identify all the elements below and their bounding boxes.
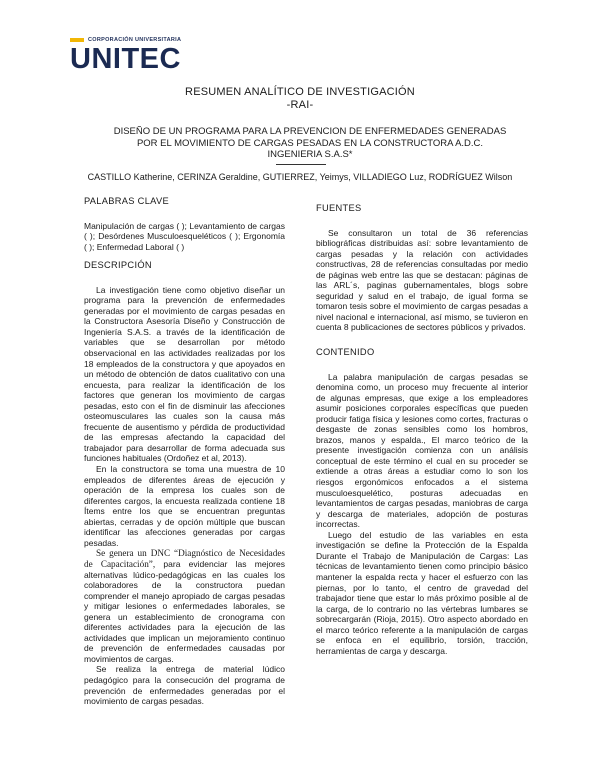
sources-heading: FUENTES bbox=[316, 203, 362, 213]
document-title: RESUMEN ANALÍTICO DE INVESTIGACIÓN bbox=[185, 86, 415, 98]
keywords-heading: PALABRAS CLAVE bbox=[84, 196, 169, 206]
document-subtitle: -RAI- bbox=[286, 99, 314, 111]
description-paragraph-4: Se realiza la entrega de material lúdico pedagógico para la consecución del programa de prevención de enfermedades generadas por el movimiento de cargas pesadas. bbox=[84, 664, 285, 707]
keywords-text: Manipulación de cargas ( ); Levantamiento de cargas ( ); Desórdenes Musculoesqueléticos ( ); Ergonomía ( ); Enfermedad Laboral ( ) bbox=[84, 220, 285, 252]
content-paragraph-2: Luego del estudio de las variables en esta investigación se define la Protección de la Espalda Durante el Trabajo de Manipulación de Cargas: Las técnicas de levantamiento tienen como principio básico mantener la espalda recta y hacer el esfuerzo con las piernas, por lo tanto, el centro de gravedad del trabajador tiene que estar lo más próximo posible al de la carga, de lo contrario no las vértebras lumbares se sobrecargarán (Rioja, 2015). Otro aspecto abordado en el marco teórico referente a la manipulación de cargas se enfoca en el equilibrio, torsión, tracción, herramientas de carga y descarga. bbox=[316, 529, 528, 656]
right-column bbox=[316, 203, 528, 656]
title-divider bbox=[276, 164, 326, 165]
content-heading: CONTENIDO bbox=[316, 347, 375, 358]
logo-institution-label: CORPORACIÓN UNIVERSITARIA bbox=[88, 37, 182, 43]
unitec-logo bbox=[70, 36, 190, 74]
dnc-phrase: Se genera un DNC “Diagnóstico de Necesidades de Capacitación”, bbox=[84, 548, 285, 569]
description-paragraph-3 bbox=[84, 548, 285, 664]
authors-line: CASTILLO Katherine, CERINZA Geraldine, GUTIERREZ, Yeimys, VILLADIEGO Luz, RODRÍGUEZ Wilson bbox=[87, 172, 513, 182]
logo-accent-bar bbox=[70, 38, 84, 42]
description-paragraph-3-rest: para evidenciar las mejores alternativas lúdico-pedagógicas en las cuales los colaboradores de la constructora puedan comprender el manejo apropiado de cargas pesadas y mitigar lesiones o enfermedades laborales, se genera un establecimiento de cronograma con diferentes actividades para la ejecución de las actividades que implican un mejoramiento continuo de prevención de enfermedades causadas por movimientos de cargas. bbox=[84, 558, 285, 664]
sources-paragraph: Se consultaron un total de 36 referencias bibliográficas distribuidas así: sobre levantamiento de cargas pesadas y la relación con actividades constructivas, 28 de referencias consultadas por medio de páginas web entre las que se destacan: páginas de las ARL´s, paginas gubernamentales, blogs sobre seguridad y salud en el trabajo, de igual forma se tomaron tesis sobre el movimiento de cargas pesadas a nivel nacional e internacional, así mismo, se tuvieron en cuenta 8 publicaciones de sectores públicos y privados. bbox=[316, 227, 528, 333]
content-paragraph-1: La palabra manipulación de cargas pesadas se denomina como, un proceso muy frecuente al interior de algunas empresas, que exige a los empleadores asumir posiciones corporales específicas que pueden producir fatiga física y lesiones como cortes, fracturas o desgaste de zonas sensibles como los hombros, brazos, manos y espalda., El marco teórico de la presente investigación comienza con un análisis conceptual de este término el cual en su proceder se extiende a otras áreas a estudiar como lo son los riesgos ergonómicos enfocados a el sistema musculoesquelético, posturas adecuadas en levantamientos de cargas pesadas, maniobras de carga y descarga de materiales, adopción de posturas incorrectas. bbox=[316, 371, 528, 530]
logo-wordmark: UNITEC bbox=[70, 43, 181, 75]
description-heading: DESCRIPCIÓN bbox=[84, 260, 152, 271]
project-title: DISEÑO DE UN PROGRAMA PARA LA PREVENCION DE ENFERMEDADES GENERADAS POR EL MOVIMIENTO DE CARGAS PESADAS EN LA CONSTRUCTORA A.D.C. INGENIERIA S.A.S* bbox=[113, 126, 507, 160]
description-paragraph-2: En la constructora se toma una muestra de 10 empleados de diferentes áreas de ejecución y operación de la empresa los cuales son de diferentes cargos, la encuesta realizada contiene 18 Ítems entre los que se encuentran preguntas abiertas, cerradas y de opción múltiple que buscan identificar las afecciones generadas por cargas pesadas. bbox=[84, 464, 285, 548]
description-paragraph-1: La investigación tiene como objetivo diseñar un programa para la prevención de enfermedades generadas por el movimiento de cargas pesadas en la Constructora Asesoría Diseño y Construcción de Ingeniería S.A.S. a través de la identificación de variables que se desarrollan por método observacional en las actividades realizadas por los 18 empleados de la constructora y que apoyados en un método de obtención de datos cualitativo con una encuesta, para realizar la identificación de los factores que generan los movimiento de cargas pesadas, esto con el fin de disminuir las afecciones osteomusculares las cuales son la causa más frecuente de ausentismo y pérdida de productividad de las empresas afectando la capacidad del trabajador para desarrollar de forma adecuada sus funciones habituales (Ordoñez et al, 2013). bbox=[84, 284, 285, 464]
left-column bbox=[84, 196, 285, 707]
